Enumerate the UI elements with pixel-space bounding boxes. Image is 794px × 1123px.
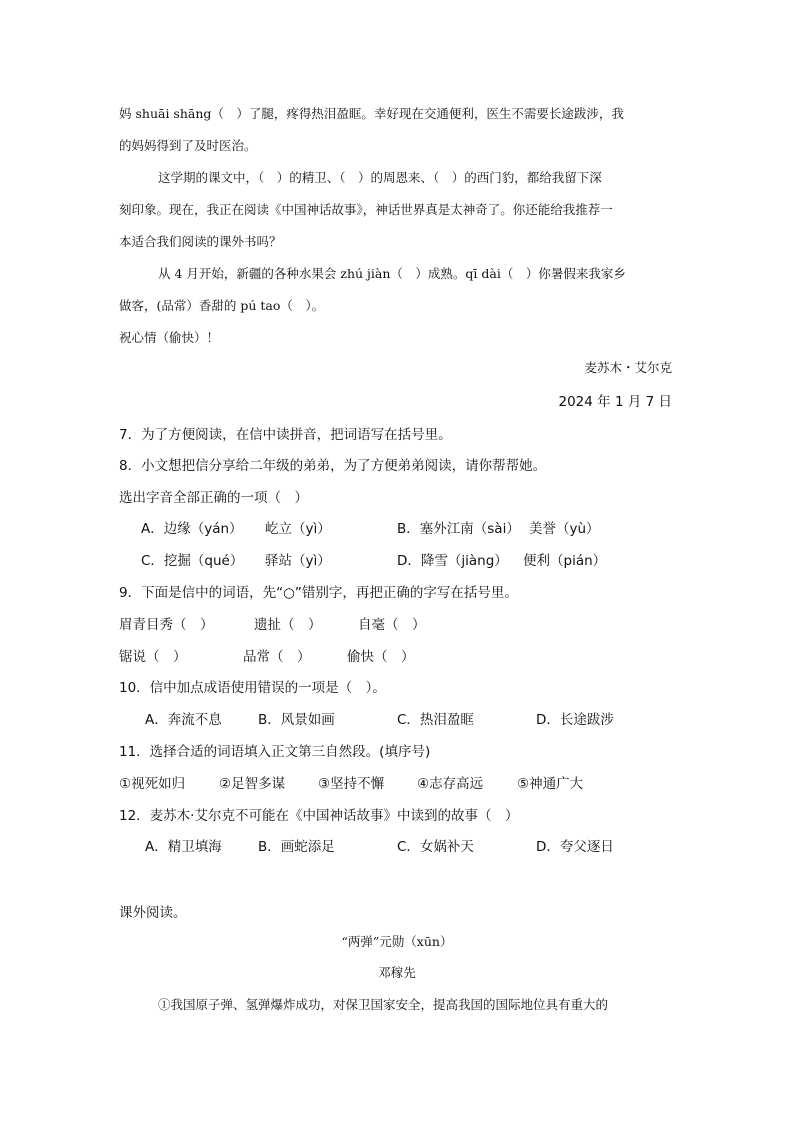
letter-line: 妈 shuāi shāng（ ）了腿，疼得热泪盈眶。幸好现在交通便利，医生不需要长途跋涉，我 bbox=[119, 106, 624, 121]
question-8-prompt: 选出字音全部正确的一项（ ） bbox=[119, 490, 308, 506]
letter-line: 本适合我们阅读的课外书吗？ bbox=[119, 234, 282, 249]
option-c: C．挖掘（qué） bbox=[141, 553, 244, 569]
section-heading: 课外阅读。 bbox=[119, 905, 187, 921]
word-choice: ②足智多谋 bbox=[219, 776, 286, 792]
option-a-word: 屹立（yì） bbox=[265, 521, 331, 537]
option-c-word: 驿站（yì） bbox=[265, 553, 331, 569]
word-choice: ①视死如归 bbox=[119, 776, 186, 792]
word-item: 锯说（ ） bbox=[119, 649, 187, 665]
word-item: 品常（ ） bbox=[243, 649, 311, 665]
article-title: “两弹”元勋（xūn） bbox=[341, 934, 453, 949]
word-choice: ③坚持不懈 bbox=[318, 776, 385, 792]
option-b: B．塞外江南（sài） bbox=[397, 521, 520, 537]
letter-line: 做客，(品常）香甜的 pú tao（ ）。 bbox=[119, 298, 325, 313]
word-choice: ⑤神通广大 bbox=[517, 776, 584, 792]
option-a: A．精卫填海 bbox=[145, 839, 222, 855]
letter-line: 刻印象。现在，我正在阅读《中国神话故事》，神话世界真是太神奇了。你还能给我推荐一 bbox=[119, 202, 613, 217]
article-author: 邓稼先 bbox=[378, 965, 416, 980]
option-d-word: 便利（pián） bbox=[523, 553, 607, 569]
question-8: 8．小文想把信分享给二年级的弟弟，为了方便弟弟阅读，请你帮帮她。 bbox=[119, 458, 547, 474]
word-item: 眉青目秀（ ） bbox=[119, 617, 214, 633]
option-c: C．女娲补天 bbox=[397, 839, 474, 855]
option-d: D．降雪（jiàng） bbox=[397, 553, 508, 569]
option-d: D．夸父逐日 bbox=[536, 839, 614, 855]
question-9: 9．下面是信中的词语，先“○”错别字，再把正确的字写在括号里。 bbox=[119, 585, 518, 601]
letter-date: 2024 年 1 月 7 日 bbox=[558, 394, 672, 410]
question-12: 12．麦苏木·艾尔克不可能在《中国神话故事》中读到的故事（ ） bbox=[119, 808, 519, 824]
option-c: C．热泪盈眶 bbox=[397, 712, 474, 728]
question-7: 7．为了方便阅读，在信中读拼音，把词语写在括号里。 bbox=[119, 427, 452, 443]
option-b: B．画蛇添足 bbox=[258, 839, 335, 855]
option-a: A．边缘（yán） bbox=[141, 521, 243, 537]
option-b-word: 美誉（yù） bbox=[529, 521, 600, 537]
word-item: 遗扯（ ） bbox=[254, 617, 322, 633]
question-11: 11．选择合适的词语填入正文第三自然段。(填序号) bbox=[119, 744, 431, 760]
letter-signature: 麦苏木・艾尔克 bbox=[584, 360, 672, 375]
option-b: B．风景如画 bbox=[258, 712, 335, 728]
letter-line: 这学期的课文中，（ ）的精卫、（ ）的周恩来、（ ）的西门豹，都给我留下深 bbox=[158, 170, 602, 185]
word-choice: ④志存高远 bbox=[417, 776, 484, 792]
letter-line: 从 4 月开始，新疆的各种水果会 zhú jiàn（ ）成熟。qī dài（ ）你暑假来我家乡 bbox=[158, 266, 626, 281]
letter-line: 的妈妈得到了及时医治。 bbox=[119, 138, 257, 153]
option-a: A．奔流不息 bbox=[145, 712, 222, 728]
option-d: D．长途跋涉 bbox=[536, 712, 614, 728]
question-10: 10．信中加点成语使用错误的一项是（ ）。 bbox=[119, 680, 386, 696]
article-paragraph: ①我国原子弹、氢弹爆炸成功，对保卫国家安全，提高我国的国际地位具有重大的 bbox=[158, 997, 609, 1012]
word-item: 偷快（ ） bbox=[347, 649, 415, 665]
letter-closing: 祝心情（偷快）！ bbox=[119, 330, 220, 345]
word-item: 自毫（ ） bbox=[358, 617, 426, 633]
